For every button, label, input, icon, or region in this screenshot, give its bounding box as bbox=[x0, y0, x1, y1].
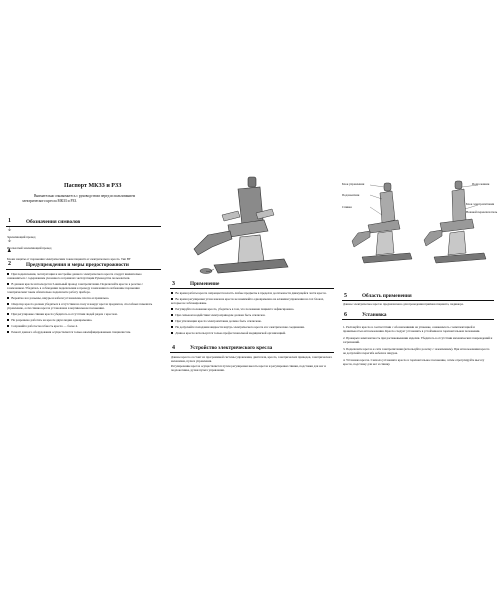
section-4-number: 4 bbox=[172, 345, 175, 351]
warning-item: Оператор кресла должен убедиться в отсутствии на полу и вокруг кресла предметов, способных помешать управлению, если спинка кресла установлена в вертикальном положении. bbox=[7, 302, 153, 310]
device-paragraph: Регулирование кресла осуществляется путем регулировки высоты кресла и регулировки спинки, подставки для ног и подлокотника, ручки пульта управления. bbox=[171, 364, 326, 372]
warning-item: При регулировке спинки кресла убедитесь в отсутствии людей рядом с креслом. bbox=[7, 312, 157, 316]
section-6-number: 6 bbox=[344, 312, 347, 318]
bullet-icon bbox=[7, 331, 9, 333]
application-list bbox=[171, 291, 333, 337]
list-item: Не допускайте попадания жидкости внутрь электрического кресла и в электрические соединения. bbox=[171, 325, 333, 329]
install-step: 4. Установка кресла. Сначала установите кресло в горизонтальное положение, затем отрегулируйте высоту кресла, подставку для ног и спинку. bbox=[343, 358, 485, 366]
bf-type-icon: ♟ bbox=[7, 249, 12, 254]
section-4-rule bbox=[170, 352, 334, 353]
section-2-number: 2 bbox=[8, 261, 11, 267]
bullet-icon bbox=[171, 314, 173, 316]
warnings-list bbox=[7, 272, 157, 336]
section-1-title: Обозначения символов bbox=[26, 219, 81, 225]
section-2-rule bbox=[6, 269, 161, 270]
warning-item: В данном кресле используется 3-жильный провод электропитания. Подключайте кресло к розетке с заземлением. Убедитесь в соблюдении подключения к проводу заземления по избежание поражения электрическим током обязательно подключите работу прибора. bbox=[7, 282, 143, 294]
list-item: Во время работы кресла запрещается класть любые предметы в пределах досягаемости движущейся части кресла. bbox=[171, 291, 333, 295]
symbol-bf-protection: Блоки защиты от поражения электрическим током пациента и электрического кресла. Тип BF bbox=[7, 257, 131, 261]
ground-icon: ⏚ bbox=[7, 228, 13, 233]
symbol-ground: Заземляющий провод bbox=[7, 235, 36, 239]
warning-item: Не разрешено работать на кресле двум людям одновременно. bbox=[7, 318, 157, 322]
page-2 bbox=[168, 175, 338, 375]
section-5-title: Область применения bbox=[362, 293, 412, 299]
bullet-icon bbox=[7, 325, 9, 327]
section-6-title: Установка bbox=[362, 312, 387, 318]
bullet-icon bbox=[7, 319, 9, 321]
list-item: При сильном воздействии электроприводом должен быть отключен. bbox=[171, 313, 333, 317]
bullet-icon bbox=[7, 313, 9, 315]
diagram-label: Спинка bbox=[342, 205, 352, 209]
bullet-icon bbox=[171, 320, 173, 322]
install-list bbox=[343, 325, 493, 369]
diagram-label: Блок электропитания bbox=[466, 202, 495, 206]
page-3 bbox=[340, 175, 498, 405]
bullet-icon bbox=[171, 292, 173, 294]
dental-chair-illustration bbox=[168, 175, 338, 280]
chair-diagram bbox=[340, 175, 498, 270]
section-6-rule bbox=[342, 319, 494, 320]
section-1-rule bbox=[6, 226, 161, 227]
section-4-title: Устройство электрического кресла bbox=[190, 345, 273, 351]
diagram-label: Подлокотник bbox=[342, 193, 360, 197]
list-item: Регулируйте положение кресла, убедитесь в том, что положение пациента зафиксировано. bbox=[171, 307, 333, 311]
section-3-title: Применение bbox=[190, 281, 220, 287]
device-description bbox=[171, 355, 333, 372]
install-step: 3. Подключите кресло к сети электропитания (используйте розетку с заземлением). При использовании кресла не допускайте перегиба кабеля и шнуров. bbox=[343, 347, 490, 355]
list-item: При утилизации кресла электропитание должно быть отключено. bbox=[171, 319, 333, 323]
diagram-label: Блок управления bbox=[342, 182, 365, 186]
device-paragraph: Данное кресло состоит из программной системы управления, двигателя, кресла, электрических приводов, электрического механизма, пульта управления. bbox=[171, 355, 333, 363]
needle-ground-icon: ⏚ bbox=[7, 239, 13, 244]
bullet-icon bbox=[171, 332, 173, 334]
bullet-icon bbox=[7, 297, 9, 299]
warning-item: При подключении, эксплуатации и настройке данного электрического кресла следует внимательно ознакомиться с содержанием указанного в правилах эксплуатации Руководства пользователя. bbox=[7, 272, 142, 280]
list-item: Во время регулировки углов наклона кресла не нажимайте одновременно на клавиши управления на тех блоках, которые не заблокированы. bbox=[171, 297, 324, 305]
page-1 bbox=[4, 175, 162, 360]
section-5-rule bbox=[342, 300, 494, 301]
warning-item: Ремонт данного оборудования осуществляется только квалифицированным специалистом. bbox=[7, 330, 157, 334]
document-title: Паспорт МКЗЗ и РЗЗ bbox=[64, 183, 122, 189]
section-3-rule bbox=[170, 288, 334, 289]
intro-line-2: электрического кресла МКЗЗ и РЗЗ. bbox=[22, 199, 77, 203]
intro-line-1: Внимательно ознакомьтесь с руководством перед использованием bbox=[34, 194, 136, 198]
bullet-icon bbox=[171, 326, 173, 328]
diagram-label: Подголовник bbox=[472, 182, 490, 186]
warning-item: Сохраняйте работоспособность кресла — более 4. bbox=[7, 324, 157, 328]
section-1-number: 1 bbox=[8, 218, 11, 224]
section-3-number: 3 bbox=[172, 281, 175, 287]
warning-item: Вероятно все разъемы, шнуры и кабели установлены плотно и правильно. bbox=[7, 296, 157, 300]
bullet-icon bbox=[171, 308, 173, 310]
install-step: 2. Проверьте комплектность при распаковывании изделия. Убедитесь в отсутствии механических повреждений и загрязнений. bbox=[343, 336, 493, 344]
section-5-number: 5 bbox=[344, 293, 347, 299]
area-text: Данное электрическое кресло предназначено для проведения приёмов пациента, педикюра. bbox=[343, 302, 464, 306]
list-item: Данное кресло используется только профессиональной медицинской организацией. bbox=[171, 331, 333, 335]
diagram-label: Ножной переключатель bbox=[466, 210, 498, 214]
section-2-title: Предупреждения и меры предосторожности bbox=[26, 262, 129, 268]
install-step: 1. Распакуйте кресло в соответствии с обозначениями на упаковке, ознакомьтесь с комплектацией и правильностью использования. Кресло следует установить в устойчивом и горизонтальном положении. bbox=[343, 325, 481, 333]
symbol-needle-ground: Игольчатый заземляющий провод bbox=[7, 246, 52, 250]
